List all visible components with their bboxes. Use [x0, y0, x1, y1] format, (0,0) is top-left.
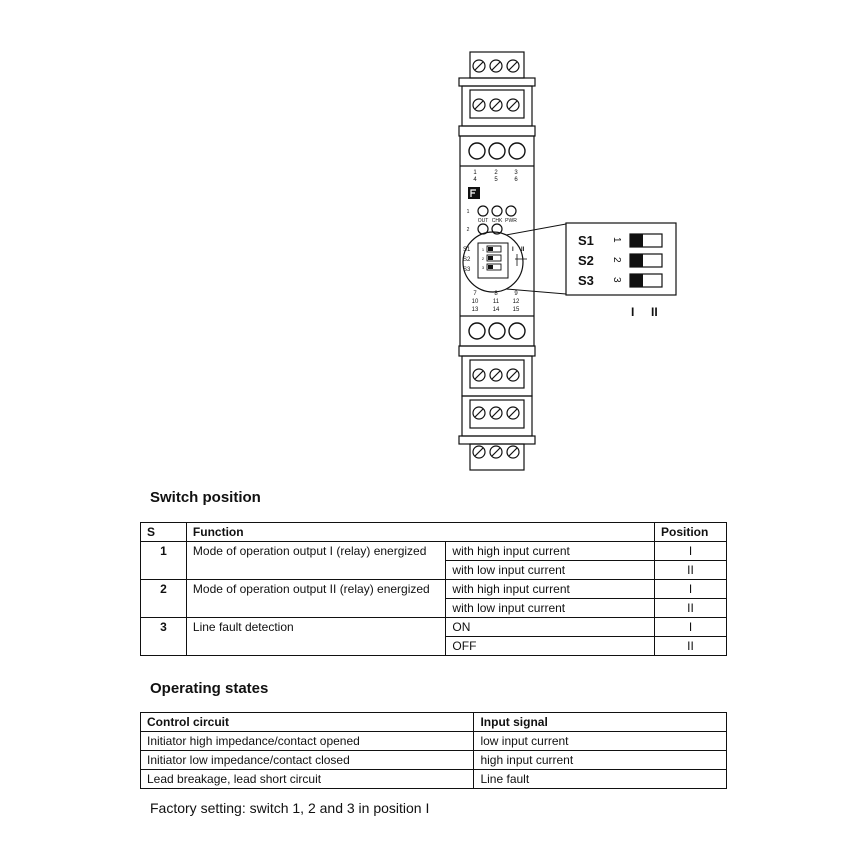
side-label: 2 [466, 227, 470, 233]
signal-cell: Line fault [474, 770, 727, 789]
condition-cell: with low input current [446, 599, 655, 618]
terminal-label: 12 [512, 299, 520, 305]
position-cell: II [655, 637, 727, 656]
control-cell: Lead breakage, lead short circuit [141, 770, 474, 789]
function-cell: Mode of operation output II (relay) energized [186, 580, 446, 599]
condition-cell: with high input current [446, 542, 655, 561]
table-header-row [141, 713, 727, 732]
position-cell: I [655, 542, 727, 561]
switch-knob-s3 [630, 274, 643, 287]
small-switch-label: S2 [463, 257, 471, 263]
zoom-switch-number: 2 [611, 257, 622, 263]
table-header-row [141, 523, 727, 542]
zoom-switch-label-s1: S1 [578, 233, 594, 248]
position-cell: II [655, 599, 727, 618]
small-switch-number: 1 [481, 247, 485, 252]
condition-cell: with high input current [446, 580, 655, 599]
table-row [141, 561, 727, 580]
terminal-label: 8 [494, 291, 498, 297]
table-row [141, 637, 727, 656]
zoom-position-label-ii: II [651, 305, 658, 319]
switch-number: 2 [141, 580, 187, 599]
table-row [141, 770, 727, 789]
switch-position-table [140, 522, 727, 656]
control-cell: Initiator high impedance/contact opened [141, 732, 474, 751]
zoom-position-label-i: I [631, 305, 635, 319]
zoom-switch-number: 1 [611, 237, 622, 243]
switch-position-title: Switch position [150, 489, 261, 506]
condition-cell: ON [446, 618, 655, 637]
terminal-label: 5 [494, 177, 498, 183]
signal-cell: high input current [474, 751, 727, 770]
operating-states-title: Operating states [150, 680, 269, 697]
terminal-label: 15 [512, 307, 520, 313]
terminal-label: 1 [473, 170, 477, 176]
header-input-signal: Input signal [474, 713, 727, 732]
small-switch-label: S1 [463, 247, 471, 253]
signal-cell: low input current [474, 732, 727, 751]
switch-number: 1 [141, 542, 187, 561]
zoom-line-top [506, 224, 566, 235]
table-row [141, 542, 727, 561]
terminal-label: 10 [471, 299, 479, 305]
function-cell: Line fault detection [186, 618, 446, 637]
terminal-label: 14 [492, 307, 500, 313]
control-cell: Initiator low impedance/contact closed [141, 751, 474, 770]
small-position-label: II [521, 247, 525, 253]
condition-cell: OFF [446, 637, 655, 656]
zoom-switch-label-s2: S2 [578, 253, 594, 268]
function-cell: Mode of operation output I (relay) energized [186, 542, 446, 561]
switch-knob-s1 [630, 234, 643, 247]
led-label-pwr: PWR [505, 218, 517, 224]
terminal-label: 9 [514, 291, 518, 297]
position-cell: I [655, 618, 727, 637]
header-position: Position [655, 523, 727, 542]
table-row [141, 618, 727, 637]
table-row [141, 751, 727, 770]
terminal-label: 2 [494, 170, 498, 176]
table-row [141, 580, 727, 599]
side-label: 1 [466, 209, 470, 215]
switch-knob-s2 [630, 254, 643, 267]
terminal-label: 13 [471, 307, 479, 313]
factory-setting-note: Factory setting: switch 1, 2 and 3 in position I [150, 800, 430, 816]
terminal-label: 11 [492, 299, 500, 305]
small-position-label: I [512, 247, 514, 253]
header-function: Function [186, 523, 654, 542]
position-cell: I [655, 580, 727, 599]
condition-cell: with low input current [446, 561, 655, 580]
small-switch-label: S3 [463, 267, 471, 273]
header-s: S [141, 523, 187, 542]
small-switch-number: 2 [481, 256, 485, 261]
terminal-screws [473, 60, 519, 458]
header-control-circuit: Control circuit [141, 713, 474, 732]
zoom-switch-number: 3 [611, 277, 622, 283]
table-row [141, 732, 727, 751]
table-row [141, 599, 727, 618]
position-cell: II [655, 561, 727, 580]
terminal-label: 6 [514, 177, 518, 183]
led-label-chk: CHK [491, 218, 503, 224]
small-switch-number: 3 [481, 265, 485, 270]
led-label-out: OUT [477, 218, 489, 224]
switch-number: 3 [141, 618, 187, 637]
terminal-label: 3 [514, 170, 518, 176]
zoom-switch-label-s3: S3 [578, 273, 594, 288]
magnify-circle [463, 232, 523, 292]
operating-states-table [140, 712, 727, 789]
terminal-label: 4 [473, 177, 477, 183]
terminal-label: 7 [473, 291, 477, 297]
